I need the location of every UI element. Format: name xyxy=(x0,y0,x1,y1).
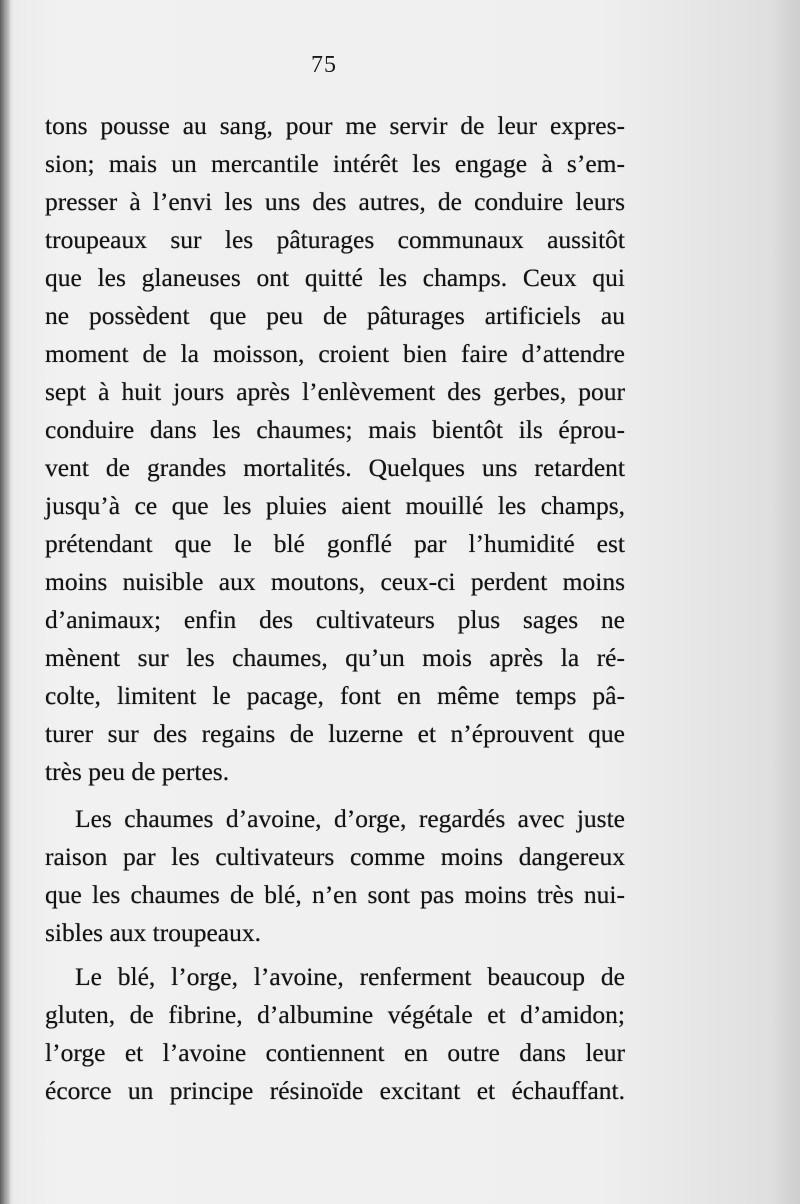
text-line: presser à l’envi les uns des autres, de conduire leurs xyxy=(45,187,625,216)
text-line: moins nuisible aux moutons, ceux-ci perdent moins xyxy=(45,567,625,596)
text-line: mènent sur les chaumes, qu’un mois après la ré- xyxy=(45,643,625,672)
text-line: d’animaux; enfin des cultivateurs plus sages ne xyxy=(45,605,625,634)
text-line: écorce un principe résinoïde excitant et échauffant. xyxy=(45,1076,625,1105)
text-line: vent de grandes mortalités. Quelques uns retardent xyxy=(45,453,625,482)
text-line: Les chaumes d’avoine, d’orge, regardés avec juste xyxy=(75,804,625,833)
text-line: jusqu’à ce que les pluies aient mouillé les champs, xyxy=(45,491,625,520)
text-line: que les chaumes de blé, n’en sont pas moins très nui- xyxy=(45,880,625,909)
text-line: sion; mais un mercantile intérêt les engage à s’em- xyxy=(45,149,625,178)
text-line: colte, limitent le pacage, font en même temps pâ- xyxy=(45,681,625,710)
text-line: conduire dans les chaumes; mais bientôt ils éprou- xyxy=(45,415,625,444)
text-line: Le blé, l’orge, l’avoine, renferment beaucoup de xyxy=(75,962,625,991)
text-line: que les glaneuses ont quitté les champs. Ceux qui xyxy=(45,263,625,292)
text-line: l’orge et l’avoine contiennent en outre dans leur xyxy=(45,1038,625,1067)
text-line: ne possèdent que peu de pâturages artificiels au xyxy=(45,301,625,330)
text-line: sept à huit jours après l’enlèvement des gerbes, pour xyxy=(45,377,625,406)
page-number: 75 xyxy=(311,52,337,78)
text-line: tons pousse au sang, pour me servir de leur expres- xyxy=(45,111,625,140)
text-line: moment de la moisson, croient bien faire d’attendre xyxy=(45,339,625,368)
text-line: troupeaux sur les pâturages communaux aussitôt xyxy=(45,225,625,254)
text-line: prétendant que le blé gonflé par l’humidité est xyxy=(45,529,625,558)
page-right-shadow xyxy=(770,0,800,1204)
text-line: raison par les cultivateurs comme moins dangereux xyxy=(45,842,625,871)
text-line: gluten, de fibrine, d’albumine végétale et d’amidon; xyxy=(45,1000,625,1029)
book-binding-edge xyxy=(0,0,10,1204)
text-line: turer sur des regains de luzerne et n’éprouvent que xyxy=(45,719,625,748)
text-line: sibles aux troupeaux. xyxy=(45,918,261,947)
text-line: très peu de pertes. xyxy=(45,757,230,786)
